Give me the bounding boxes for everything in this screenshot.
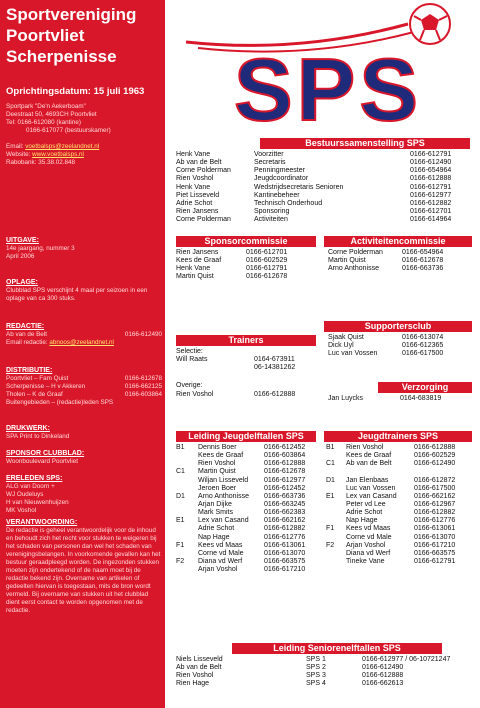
bestuur-row-cell: 0166-612977	[410, 191, 452, 199]
senioren-row-cell: Niels Lisseveld	[176, 656, 223, 663]
supportersclub-header: Supportersclub	[324, 321, 472, 332]
website-row: Website: www.voetbalsps.nl	[6, 151, 84, 158]
trainers-row: 06-14381262	[254, 364, 296, 372]
jeugdtrainer-row	[326, 542, 476, 550]
ereleden-heading: ERELEDEN SPS:	[6, 475, 63, 482]
jeugdtrainer-row-cell: Corne vd Male	[346, 533, 392, 541]
verantwoording-text: De redactie is geheel verantwoordelijk voor de inhoud en behoudt zich het recht voor stukken te weigeren bij het schaden van personen dan wel het schaden van verenigingsbelangen. In voorkomende gevallen kan het bestuur geraadpleegd worden. De ingezonden stukken moeten zijn ondertekend of de naam moet bij de redactie bekend zijn. Overname van artikelen of gedeelten hiervan is toegestaan, mits de bron wordt vermeld. Bij overname van stukken uit het clubblad dient eerst contact te worden opgenomen met de redactie.	[6, 527, 161, 614]
bestuur-row	[176, 167, 476, 175]
trainers-row: Will Raats 0164-673911	[176, 356, 295, 364]
jeugdtrainer-row-cell: C1	[326, 460, 335, 468]
jeugd-row-cell: F2	[176, 557, 185, 565]
activiteiten-row	[328, 249, 478, 257]
bank-account: Rabobank: 35.38.02.848	[6, 159, 75, 166]
jeugdtrainer-row-cell: 0166-612490	[414, 460, 456, 468]
bestuur-row-cell: 0166-612701	[410, 207, 452, 215]
bestuur-row	[176, 175, 476, 183]
sponsor-row-cell: 0166-612678	[246, 273, 288, 281]
bestuur-row-cell: Voorzitter	[254, 151, 284, 158]
erelid: WJ Oudeluys	[6, 491, 44, 498]
bestuur-row-cell: Rien Voshol	[176, 175, 214, 183]
jeugdtrainer-row-cell: F1	[326, 525, 335, 533]
jeugd-row	[176, 517, 322, 525]
supportersclub-table	[328, 334, 478, 358]
sponsor-row-cell: 0166-612701	[246, 249, 288, 256]
bestuur-row-cell: 0166-612490	[410, 159, 452, 167]
bestuur-row-cell: 0166-612791	[410, 151, 452, 158]
jeugd-row-cell: B1	[176, 444, 185, 451]
bestuur-row-cell: Technisch Onderhoud	[254, 199, 323, 207]
email-row: Email: voetbalsps@zeelandnet.nl	[6, 143, 100, 150]
jeugdtrainer-row-cell: F2	[326, 541, 335, 549]
jeugd-row	[176, 452, 322, 460]
bestuur-row-cell: Sponsoring	[254, 207, 290, 215]
jeugdtrainer-row-cell: Diana vd Werf	[346, 549, 391, 557]
jeugdtrainer-row-cell: 0166-602529	[414, 452, 456, 460]
jeugd-row-cell: Nap Hage	[198, 533, 230, 541]
jeugd-row-cell: 0166-612452	[264, 444, 306, 451]
senioren-row-cell: 0166-612888	[362, 672, 404, 680]
jeugdtrainer-row-cell: Arjan Voshol	[346, 541, 386, 549]
sponsor-row	[176, 273, 316, 281]
bestuur-header: Bestuurssamenstelling SPS	[260, 138, 470, 149]
address-line: Tel: 0166-612080 (kantine)	[6, 119, 81, 126]
activiteiten-row-cell: 0166-663736	[402, 265, 444, 273]
verzorging-table	[328, 395, 478, 403]
distributie-heading: DISTRIBUTIE:	[6, 367, 53, 374]
bestuur-row-cell: Activiteiten	[254, 216, 288, 224]
football-icon	[410, 4, 450, 44]
jeugd-row-cell: 0166-613061	[264, 541, 306, 549]
jeugdtrainer-row	[326, 509, 476, 517]
website-link[interactable]: www.voetbalsps.nl	[32, 151, 84, 158]
sponsor-row	[176, 257, 316, 265]
distributie-row: Scherpenisse – H v Akkeren 0166-662125	[6, 383, 162, 390]
sponsor-clubblad-text: Woonboulevard Poortvliet	[6, 458, 78, 465]
jeugdtrainer-row-cell: 0166-613061	[414, 525, 456, 533]
trainers-table	[176, 348, 321, 399]
sps-logo	[178, 2, 478, 130]
bestuur-row-cell: Penningmeester	[254, 167, 305, 175]
jeugdtrainer-row	[326, 468, 476, 476]
senioren-row-cell: SPS 2	[306, 664, 326, 672]
jeugd-row	[176, 558, 322, 566]
jeugd-row-cell: 0166-662162	[264, 517, 306, 525]
jeugdtrainer-row-cell: 0166-612882	[414, 509, 456, 517]
jeugdtrainer-row	[326, 525, 476, 533]
jeugdtrainer-row-cell: 0166-617500	[414, 484, 456, 492]
address-block	[6, 103, 162, 167]
jeugd-row-cell: 0166-612882	[264, 525, 306, 533]
bestuur-row-cell: Adrie Schot	[176, 199, 213, 207]
supporters-row-cell: 0166-613074	[402, 334, 444, 341]
supporters-row	[328, 334, 478, 342]
jeugdtrainer-row-cell: E1	[326, 492, 335, 500]
bestuur-row-cell: 0166-654964	[410, 167, 452, 175]
jeugd-row	[176, 493, 322, 501]
activiteiten-header: Activiteitencommissie	[324, 236, 472, 247]
sponsor-row-cell: Rien Jansens	[176, 249, 219, 256]
bestuur-row	[176, 200, 476, 208]
bestuur-row-cell: Rien Jansens	[176, 207, 219, 215]
jeugd-row-cell: 0166-617210	[264, 566, 306, 574]
jeugdtrainer-row-cell: Adrie Schot	[346, 509, 383, 517]
senioren-row-cell: SPS 4	[306, 680, 326, 688]
senioren-row	[176, 680, 476, 688]
founding-date: Oprichtingsdatum: 15 juli 1963	[6, 86, 145, 97]
bestuur-row-cell: Secretaris	[254, 159, 286, 167]
erelid: ALG van Doorn +	[6, 483, 55, 490]
bestuur-row-cell: Corne Polderman	[176, 167, 231, 175]
jeugd-row	[176, 444, 322, 452]
jeugdtrainer-row-cell: Nap Hage	[346, 517, 378, 525]
jeugd-row-cell: Wiljan Lisseveld	[198, 476, 249, 484]
bestuur-row	[176, 184, 476, 192]
verzorging-header: Verzorging	[378, 382, 472, 393]
bestuur-row-cell: 0166-612791	[410, 183, 452, 191]
supporters-row-cell: Sjaak Quist	[328, 334, 364, 341]
distributie-extra: Buitengebieden – (redactie)leden SPS	[6, 399, 114, 406]
jeugd-row-cell: Adrie Schot	[198, 525, 235, 533]
address-line: 0166-617077 (bestuurskamer)	[26, 127, 111, 134]
bestuur-row	[176, 192, 476, 200]
jeugd-row-cell: 0166-663245	[264, 500, 306, 508]
jeugdtrainer-row-cell: 0166-617210	[414, 541, 456, 549]
sponsor-row-cell: Henk Vane	[176, 265, 211, 273]
jeugd-row	[176, 460, 322, 468]
jeugd-row-cell: 0166-663736	[264, 492, 306, 500]
verzorging-row	[328, 395, 478, 403]
jeugdtrainer-row-cell: Jan Elenbaas	[346, 476, 389, 484]
jeugd-row	[176, 501, 322, 509]
uitgave-block	[6, 236, 162, 261]
jeugd-row-cell: Diana vd Werf	[198, 557, 243, 565]
activiteiten-row-cell: Martin Quist	[328, 257, 366, 265]
sponsor-row-cell: 0166-612791	[246, 265, 288, 273]
jeugdtrainer-row-cell: Lex van Casand	[346, 492, 397, 500]
jeugdelftallen-table	[176, 444, 322, 574]
redactie-block	[6, 322, 162, 347]
jeugd-row-cell: 0166-612776	[264, 533, 306, 541]
jeugdtrainer-row-cell: 0166-612791	[414, 557, 456, 565]
erelid: H van Nieuwenhuijzen	[6, 499, 69, 506]
supporters-row-cell: Dick Uyl	[328, 342, 354, 350]
bestuur-row-cell: 0166-612888	[410, 175, 452, 183]
distributie-row: Tholen – K de Graaf 0166-603864	[6, 391, 162, 398]
supporters-row-cell: Luc van Vossen	[328, 350, 378, 358]
jeugd-row-cell: Mark Smits	[198, 509, 233, 517]
jeugdtrainer-row-cell: 0166-612967	[414, 500, 456, 508]
sponsorcommissie-table	[176, 249, 316, 282]
senioren-row	[176, 656, 476, 664]
jeugd-row	[176, 566, 322, 574]
verzorging-row-cell: Jan Luycks	[328, 395, 364, 402]
bestuur-row-cell: Jeugdcoordinator	[254, 175, 309, 183]
supporters-row	[328, 342, 478, 350]
bestuur-row-cell: Wedstrijdsecretaris Senioren	[254, 183, 344, 191]
senioren-header: Leiding Seniorenelftallen SPS	[232, 643, 442, 654]
jeugd-row-cell: 0166-612977	[264, 476, 306, 484]
verantwoording-block	[6, 518, 162, 615]
trainers-header: Trainers	[176, 335, 316, 346]
email-link[interactable]: voetbalsps@zeelandnet.nl	[25, 143, 100, 150]
jeugd-row-cell: F1	[176, 541, 185, 549]
jeugdtrainer-row	[326, 444, 476, 452]
jeugdtrainer-row	[326, 558, 476, 566]
senioren-row-cell: 0166-612977 / 06-10721247	[362, 656, 451, 663]
jeugd-row-cell: D1	[176, 492, 185, 500]
jeugdtrainer-row-cell: D1	[326, 476, 335, 484]
club-title-line: Sportvereniging	[6, 5, 137, 24]
bestuur-row	[176, 216, 476, 224]
senioren-row-cell: SPS 3	[306, 672, 326, 680]
senioren-table	[176, 656, 476, 689]
bestuur-row	[176, 151, 476, 159]
activiteiten-row-cell: Corne Polderman	[328, 249, 383, 256]
jeugdtrainer-row-cell: Peter vd Lee	[346, 500, 386, 508]
oplage-block	[6, 278, 162, 303]
club-title	[6, 4, 136, 67]
jeugd-row-cell: Arno Anthonisse	[198, 492, 249, 500]
supporters-row-cell: 0166-612365	[402, 342, 444, 350]
sponsor-row-cell: 0166-602529	[246, 257, 288, 265]
uitgave-line: 14e jaargang, nummer 3	[6, 245, 75, 252]
jeugdtrainer-row-cell: Kees de Graaf	[346, 452, 392, 460]
jeugd-row	[176, 550, 322, 558]
jeugd-row	[176, 468, 322, 476]
trainers-row: Rien Voshol 0166-612888	[176, 390, 296, 398]
oplage-text: Clubblad SPS verschijnt 4 maal per seizoen in een oplage van ca 300 stuks.	[6, 287, 148, 302]
supporters-row	[328, 350, 478, 358]
sponsor-row	[176, 249, 316, 257]
jeugd-row-cell: Lex van Casand	[198, 517, 249, 525]
drukwerk-text: SPA Print to Dinkeland	[6, 433, 70, 440]
bestuur-row-cell: Piet Lisseveld	[176, 191, 220, 199]
senioren-row-cell: Ab van de Belt	[176, 664, 222, 672]
jeugdtrainer-row-cell: Rien Voshol	[346, 444, 384, 451]
jeugdelftallen-header: Leiding Jeugdelftallen SPS	[176, 431, 316, 442]
senioren-row	[176, 664, 476, 672]
jeugdtrainer-row-cell: 0166-662162	[414, 492, 456, 500]
jeugd-row	[176, 485, 322, 493]
jeugd-row-cell: Rien Voshol	[198, 460, 236, 468]
jeugd-row-cell: 0166-612888	[264, 460, 306, 468]
jeugd-row	[176, 534, 322, 542]
redactie-email-row: Email redactie: abnoos@zeelandnet.nl	[6, 339, 114, 346]
distributie-row: Poortvliet – Fam Quist 0166-612678	[6, 375, 162, 382]
jeugd-row-cell: C1	[176, 468, 185, 476]
supporters-row-cell: 0166-617500	[402, 350, 444, 358]
distributie-block	[6, 366, 162, 407]
bestuur-row-cell: Henk Vane	[176, 151, 211, 158]
jeugdtrainer-row	[326, 501, 476, 509]
jeugdtrainer-row-cell: B1	[326, 444, 335, 451]
activiteiten-row	[328, 257, 478, 265]
jeugd-row-cell: Kees de Graaf	[198, 452, 244, 460]
jeugd-row-cell: 0166-603864	[264, 452, 306, 460]
jeugd-row	[176, 525, 322, 533]
logo-text: SPS	[233, 40, 423, 130]
sponsor-row	[176, 265, 316, 273]
jeugd-row-cell: Kees vd Maas	[198, 541, 243, 549]
jeugd-row	[176, 542, 322, 550]
activiteiten-row-cell: 0166-612678	[402, 257, 444, 265]
jeugdtrainer-row-cell: Luc van Vossen	[346, 484, 396, 492]
ereleden-block	[6, 474, 162, 515]
jeugd-row-cell: 0166-663575	[264, 557, 306, 565]
jeugdtrainers-table	[326, 444, 476, 566]
bestuur-row-cell: 0166-614964	[410, 216, 452, 224]
sponsor-clubblad-heading: SPONSOR CLUBBLAD:	[6, 450, 85, 457]
jeugdtrainer-row-cell: Ab van de Belt	[346, 460, 392, 468]
address-line: Deestraat 50, 4693CH Poortvliet	[6, 111, 97, 118]
drukwerk-heading: DRUKWERK:	[6, 425, 50, 432]
activiteiten-table	[328, 249, 478, 273]
bestuur-row-cell: Ab van de Belt	[176, 159, 222, 167]
trainers-row: Selectie:	[176, 348, 203, 355]
jeugdtrainer-row	[326, 460, 476, 468]
jeugd-row	[176, 477, 322, 485]
activiteiten-row-cell: 0166-654964	[402, 249, 444, 256]
senioren-row-cell: SPS 1	[306, 656, 326, 663]
activiteiten-row-cell: Arno Anthonisse	[328, 265, 379, 273]
bestuur-row-cell: Corne Polderman	[176, 216, 231, 224]
jeugd-row-cell: Jeroen Boer	[198, 484, 237, 492]
club-title-line: Scherpenisse	[6, 47, 117, 66]
jeugd-row-cell: E1	[176, 517, 185, 525]
jeugdtrainer-row	[326, 534, 476, 542]
jeugdtrainer-row	[326, 517, 476, 525]
senioren-row	[176, 672, 476, 680]
senioren-row-cell: Rien Voshol	[176, 672, 214, 680]
redactie-row: Ab van de Belt 0166-612490	[6, 331, 162, 338]
senioren-row-cell: 0166-612490	[362, 664, 404, 672]
trainers-row: Overige:	[176, 382, 203, 390]
sponsor-clubblad-block	[6, 449, 162, 466]
bestuur-row-cell: Kantinebeheer	[254, 191, 300, 199]
sponsor-row-cell: Martin Quist	[176, 273, 214, 281]
jeugdtrainer-row-cell: 0166-612888	[414, 444, 456, 451]
jeugdtrainer-row-cell: Kees vd Maas	[346, 525, 391, 533]
sponsor-row-cell: Kees de Graaf	[176, 257, 222, 265]
jeugd-row-cell: Corne vd Male	[198, 549, 244, 557]
jeugdtrainer-row-cell: 0166-612872	[414, 476, 456, 484]
jeugdtrainers-header: Jeugdtrainers SPS	[324, 431, 472, 442]
bestuur-row	[176, 159, 476, 167]
oplage-heading: OPLAGE:	[6, 279, 38, 286]
club-title-line: Poortvliet	[6, 26, 85, 45]
jeugdtrainer-row-cell: 0166-612776	[414, 517, 456, 525]
jeugd-row-cell: 0166-612452	[264, 484, 306, 492]
jeugdtrainer-row	[326, 452, 476, 460]
jeugd-row-cell: Martin Quist	[198, 468, 236, 476]
jeugd-row-cell: 0166-612678	[264, 468, 306, 476]
jeugd-row	[176, 509, 322, 517]
jeugdtrainer-row-cell: 0166-663575	[414, 549, 456, 557]
redactie-email-link[interactable]: abnoos@zeelandnet.nl	[49, 339, 114, 346]
uitgave-line: April 2006	[6, 253, 35, 260]
bestuur-row	[176, 208, 476, 216]
jeugdtrainer-row-cell: 0166-613070	[414, 533, 456, 541]
left-info-column	[0, 0, 165, 708]
bestuur-table	[176, 151, 476, 224]
senioren-row-cell: Rien Hage	[176, 680, 210, 688]
jeugdtrainer-row-cell: Tineke Vane	[346, 557, 385, 565]
jeugdtrainer-row	[326, 493, 476, 501]
sponsorcommissie-header: Sponsorcommissie	[176, 236, 316, 247]
activiteiten-row	[328, 265, 478, 273]
jeugd-row-cell: Dennis Boer	[198, 444, 237, 451]
drukwerk-block	[6, 424, 162, 441]
address-line: Sportpark "De'n Aekerboam"	[6, 103, 86, 110]
jeugd-row-cell: 0166-662383	[264, 509, 306, 517]
bestuur-row-cell: Henk Vane	[176, 183, 211, 191]
jeugd-row-cell: Arjan Dijke	[198, 500, 232, 508]
jeugdtrainer-row	[326, 485, 476, 493]
jeugdtrainer-row	[326, 477, 476, 485]
jeugd-row-cell: 0166-613070	[264, 549, 306, 557]
uitgave-heading: UITGAVE:	[6, 237, 39, 244]
verantwoording-heading: VERANTWOORDING:	[6, 519, 78, 526]
senioren-row-cell: 0166-662613	[362, 680, 404, 688]
jeugdtrainer-row	[326, 550, 476, 558]
jeugd-row-cell: Arjan Voshol	[198, 566, 238, 574]
bestuur-row-cell: 0166-612882	[410, 199, 452, 207]
erelid: MK Voshol	[6, 507, 37, 514]
verzorging-row-cell: 0164-683819	[400, 395, 442, 402]
redactie-heading: REDACTIE:	[6, 323, 45, 330]
